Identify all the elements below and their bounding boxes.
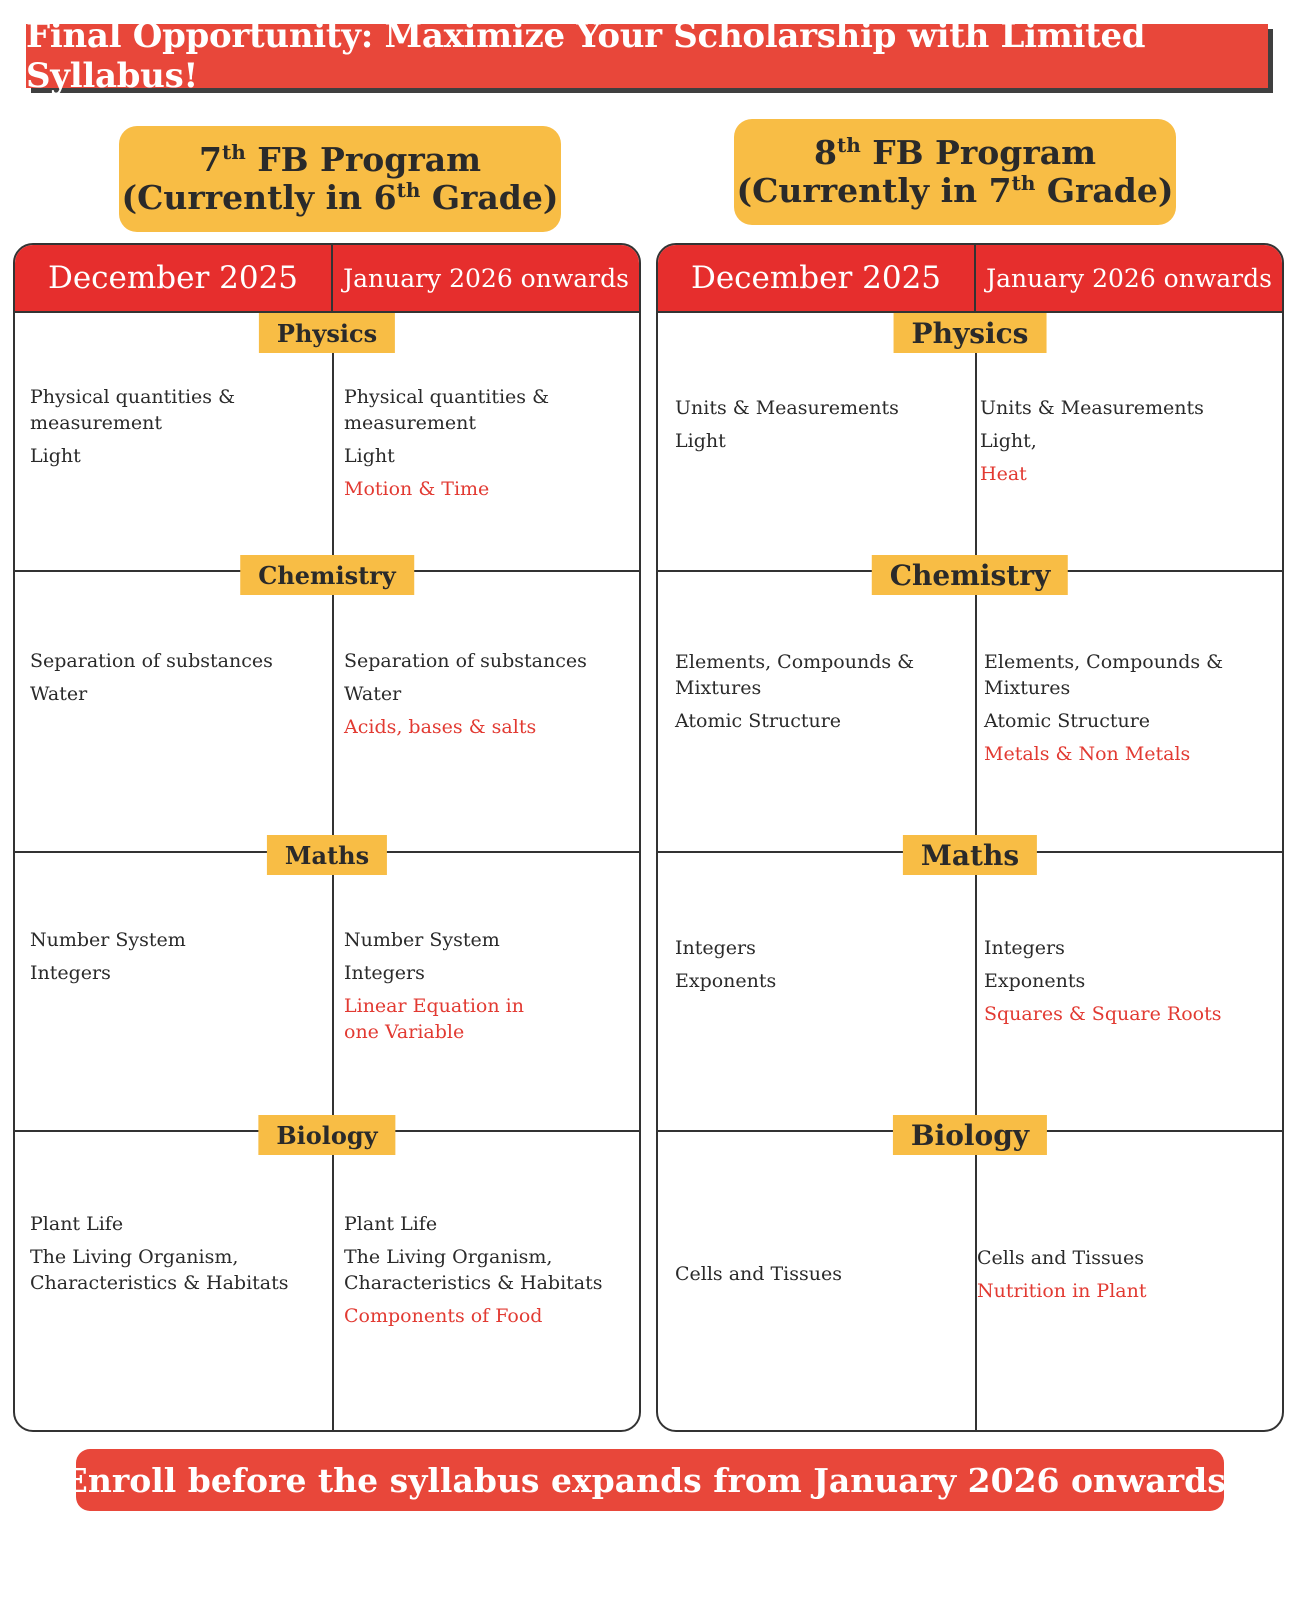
- new-topic-item: Metals & Non Metals: [984, 743, 1191, 765]
- topic-list-december: [30, 1211, 320, 1303]
- topic-list-december: [675, 935, 965, 1001]
- grade-number: 8: [813, 133, 837, 172]
- grade-number: 7: [198, 140, 222, 179]
- topic-list-december: [30, 927, 320, 993]
- program-title-line1: [814, 134, 1096, 172]
- topic-item: Separation of substances: [344, 650, 587, 672]
- topic-item: Elements, Compounds & Mixtures: [984, 651, 1224, 699]
- topic-item: Water: [344, 683, 402, 705]
- new-topic-item: Motion & Time: [344, 478, 490, 500]
- program-title-line1: [199, 141, 481, 179]
- topic-list-january: [984, 649, 1244, 774]
- topic-item: Elements, Compounds & Mixtures: [675, 651, 915, 699]
- topic-item: Light: [30, 445, 81, 467]
- header-december: December 2025: [15, 245, 333, 311]
- program-name: FB Program: [860, 133, 1097, 172]
- subject-label-biology: Biology: [893, 1115, 1047, 1155]
- header-january: January 2026 onwards: [986, 263, 1272, 293]
- topic-item: Physical quantities & measurement: [344, 386, 550, 434]
- subject-label-chemistry: Chemistry: [872, 555, 1068, 595]
- topic-item: Integers: [675, 937, 756, 959]
- topic-item: Plant Life: [30, 1213, 124, 1235]
- topic-item: Units & Measurements: [980, 397, 1204, 419]
- new-topic-item: Components of Food: [344, 1305, 543, 1327]
- bottom-banner: Enroll before the syllabus expands from January 2026 onwards.: [76, 1449, 1224, 1511]
- topic-list-january: [984, 935, 1274, 1034]
- new-topic-item: Linear Equation in one Variable: [344, 995, 524, 1043]
- topic-item: Atomic Structure: [984, 710, 1151, 732]
- topic-list-january: [344, 1211, 626, 1336]
- topic-list-january: [344, 927, 544, 1052]
- program-title-line2: [737, 172, 1174, 210]
- header-january: January 2026 onwards: [343, 263, 629, 293]
- subject-label-physics: Physics: [894, 313, 1047, 353]
- topic-item: Units & Measurements: [675, 397, 899, 419]
- current-grade-suffix: Grade): [1035, 171, 1174, 210]
- program-title-7th: [119, 126, 561, 232]
- topic-item: Light,: [980, 430, 1037, 452]
- new-topic-item: Squares & Square Roots: [984, 1003, 1222, 1025]
- new-topic-item: Acids, bases & salts: [344, 716, 537, 738]
- topic-item: Plant Life: [344, 1213, 438, 1235]
- ordinal-suffix: th: [836, 133, 861, 157]
- topic-item: Integers: [984, 937, 1065, 959]
- ordinal-suffix: th: [221, 140, 246, 164]
- topic-item: Exponents: [675, 970, 777, 992]
- syllabus-table-8th: [656, 243, 1284, 1432]
- subject-label-chemistry: Chemistry: [240, 555, 414, 595]
- topic-list-december: [675, 1261, 965, 1294]
- subject-label-physics: Physics: [259, 313, 395, 353]
- topic-list-january: [977, 1245, 1267, 1311]
- topic-list-december: [30, 648, 320, 714]
- topic-item: Physical quantities & measurement: [30, 386, 236, 434]
- program-title-line2: [122, 179, 559, 217]
- ordinal-suffix: th: [1011, 171, 1036, 195]
- new-topic-item: Nutrition in Plant: [977, 1280, 1147, 1302]
- current-grade-prefix: (Currently in 6: [121, 178, 397, 217]
- topic-item: Number System: [30, 929, 186, 951]
- topic-item: The Living Organism, Characteristics & Habitats: [30, 1246, 289, 1294]
- table-header: [658, 245, 1282, 313]
- topic-item: Separation of substances: [30, 650, 273, 672]
- topic-list-january: [980, 395, 1270, 494]
- topic-item: Cells and Tissues: [675, 1263, 842, 1285]
- topic-list-january: [344, 384, 624, 509]
- topic-item: Atomic Structure: [675, 710, 842, 732]
- topic-list-december: [30, 384, 290, 476]
- topic-item: Exponents: [984, 970, 1086, 992]
- subject-label-biology: Biology: [258, 1115, 395, 1155]
- topic-list-january: [344, 648, 634, 747]
- topic-item: Light: [675, 430, 726, 452]
- current-grade-suffix: Grade): [420, 178, 559, 217]
- current-grade-prefix: (Currently in 7: [736, 171, 1012, 210]
- program-title-8th: [734, 119, 1176, 225]
- program-name: FB Program: [245, 140, 482, 179]
- topic-item: Integers: [30, 962, 111, 984]
- topic-item: Cells and Tissues: [977, 1247, 1144, 1269]
- ordinal-suffix: th: [396, 178, 421, 202]
- header-december: December 2025: [658, 245, 976, 311]
- table-header: [15, 245, 639, 313]
- topic-list-december: [675, 649, 935, 741]
- topic-list-december: [675, 395, 965, 461]
- top-banner: Final Opportunity: Maximize Your Scholarship with Limited Syllabus!: [26, 24, 1268, 88]
- new-topic-item: Heat: [980, 463, 1027, 485]
- subject-label-maths: Maths: [267, 835, 387, 875]
- syllabus-table-7th: [13, 243, 641, 1432]
- topic-item: Light: [344, 445, 395, 467]
- topic-item: Water: [30, 683, 88, 705]
- topic-item: The Living Organism, Characteristics & Habitats: [344, 1246, 603, 1294]
- subject-label-maths: Maths: [903, 835, 1037, 875]
- topic-item: Number System: [344, 929, 500, 951]
- topic-item: Integers: [344, 962, 425, 984]
